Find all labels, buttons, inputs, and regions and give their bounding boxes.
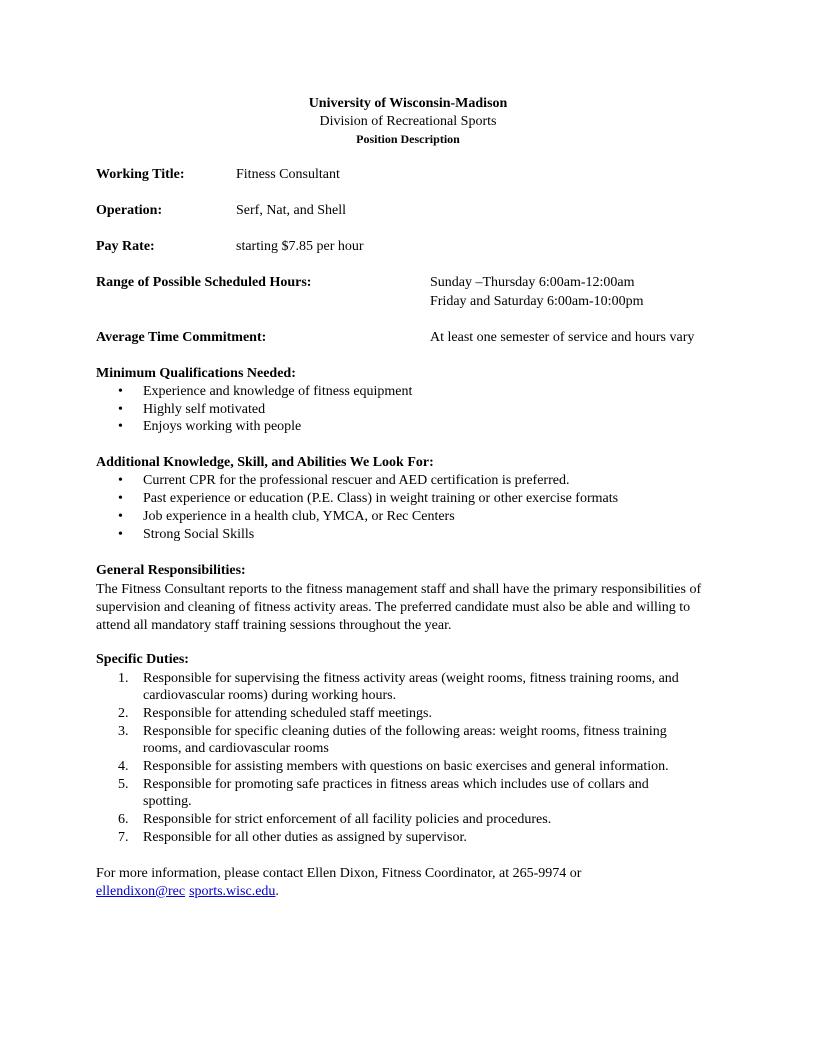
commitment-label: Average Time Commitment:	[96, 330, 267, 345]
email-link[interactable]: ellendixon@rec	[96, 884, 186, 899]
list-item-continuation: spotting.	[143, 794, 192, 809]
pay-rate-label: Pay Rate:	[96, 239, 155, 254]
list-number: 1.	[118, 671, 129, 686]
bullet-icon: •	[118, 419, 123, 434]
bullet-icon: •	[118, 509, 123, 524]
list-item: Responsible for supervising the fitness activity areas (weight rooms, fitness training rooms, and	[143, 671, 679, 686]
commitment-value: At least one semester of service and hours vary	[430, 330, 695, 345]
email-link-domain[interactable]	[189, 884, 275, 899]
division-name: Division of Recreational Sports	[319, 114, 497, 129]
list-number: 7.	[118, 830, 129, 845]
trailing-period: .	[275, 884, 279, 899]
list-item: Highly self motivated	[143, 402, 266, 417]
bullet-icon: •	[118, 384, 123, 399]
hours-weekday: Sunday –Thursday 6:00am-12:00am	[430, 275, 635, 290]
operation-value: Serf, Nat, and Shell	[236, 203, 347, 218]
list-item: Responsible for assisting members with questions on basic exercises and general information.	[143, 759, 669, 774]
list-number: 4.	[118, 759, 129, 774]
list-item: Responsible for attending scheduled staff meetings.	[143, 706, 433, 721]
general-text: The Fitness Consultant reports to the fitness management staff and shall have the primary responsibilities of supervision and cleaning of fitness activity areas. The preferred candidate must also be able and willing to attend all mandatory staff training sessions throughout the year.	[96, 582, 702, 633]
working-title-label: Working Title:	[96, 167, 185, 182]
list-item: Responsible for promoting safe practices in fitness areas which includes use of collars and	[143, 777, 649, 792]
list-item-continuation: rooms, and cardiovascular rooms	[143, 741, 329, 756]
bullet-icon: •	[118, 402, 123, 417]
bullet-icon: •	[118, 491, 123, 506]
working-title-value: Fitness Consultant	[236, 167, 340, 182]
contact-email-line	[96, 884, 279, 900]
general-heading: General Responsibilities:	[96, 563, 246, 578]
list-item: Strong Social Skills	[143, 527, 255, 542]
university-name: University of Wisconsin-Madison	[308, 96, 508, 111]
list-number: 5.	[118, 777, 129, 792]
list-number: 2.	[118, 706, 129, 721]
contact-text: For more information, please contact Ellen Dixon, Fitness Coordinator, at 265-9974 or	[96, 866, 582, 881]
list-item: Current CPR for the professional rescuer and AED certification is preferred.	[143, 473, 570, 488]
list-item-continuation: cardiovascular rooms) during working hours.	[143, 688, 397, 703]
list-number: 6.	[118, 812, 129, 827]
list-item: Past experience or education (P.E. Class) in weight training or other exercise formats	[143, 491, 619, 506]
duties-heading: Specific Duties:	[96, 652, 189, 667]
list-item: Enjoys working with people	[143, 419, 302, 434]
additional-heading: Additional Knowledge, Skill, and Abilities We Look For:	[96, 455, 434, 470]
list-item: Responsible for strict enforcement of all facility policies and procedures.	[143, 812, 552, 827]
hours-weekend: Friday and Saturday 6:00am-10:00pm	[430, 294, 644, 309]
email-domain[interactable]: sports.wisc.edu	[189, 884, 276, 899]
pay-rate-value: starting $7.85 per hour	[236, 239, 364, 254]
list-item: Responsible for all other duties as assigned by supervisor.	[143, 830, 467, 845]
min-quals-heading: Minimum Qualifications Needed:	[96, 366, 296, 381]
hours-label: Range of Possible Scheduled Hours:	[96, 275, 312, 290]
list-item: Experience and knowledge of fitness equipment	[143, 384, 413, 399]
operation-label: Operation:	[96, 203, 163, 218]
bullet-icon: •	[118, 527, 123, 542]
list-item: Job experience in a health club, YMCA, or Rec Centers	[143, 509, 455, 524]
list-item: Responsible for specific cleaning duties of the following areas: weight rooms, fitness training	[143, 724, 667, 739]
list-number: 3.	[118, 724, 129, 739]
bullet-icon: •	[118, 473, 123, 488]
document-type: Position Description	[356, 132, 460, 146]
